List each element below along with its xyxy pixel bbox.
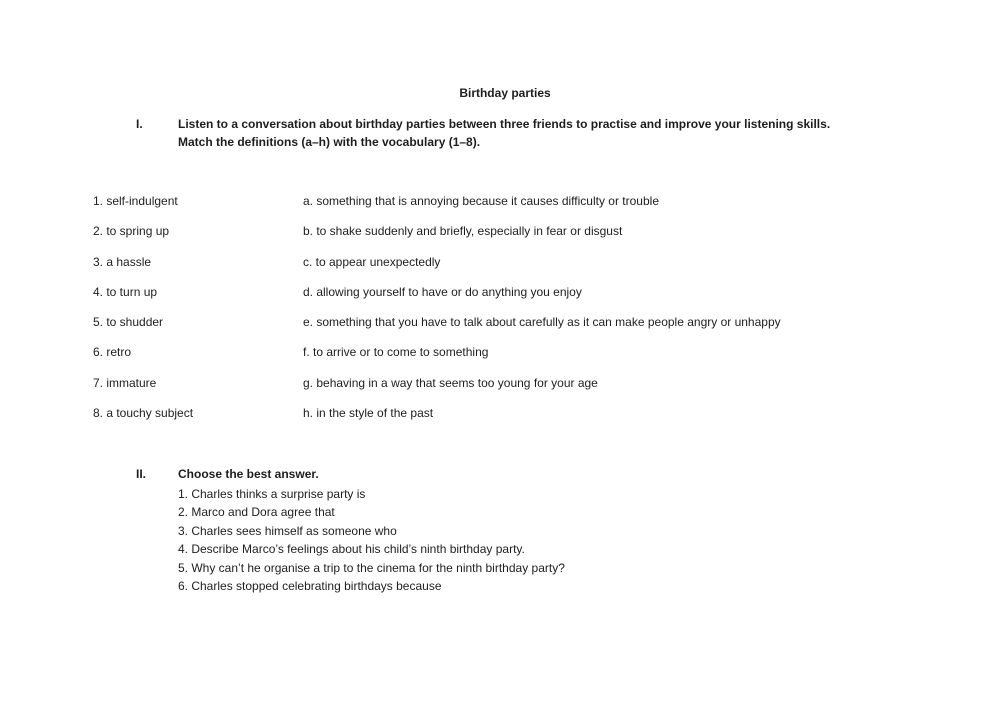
vocab-row: [93, 285, 913, 315]
page-title: Birthday parties: [459, 86, 551, 100]
vocab-row: [93, 194, 913, 224]
vocab-definition: c. to appear unexpectedly: [303, 254, 441, 269]
question-item: 5. Why can’t he organise a trip to the cinema for the ninth birthday party?: [178, 560, 565, 575]
question-item: 3. Charles sees himself as someone who: [178, 523, 397, 538]
section-1-instruction-line-1: Listen to a conversation about birthday parties between three friends to practise and improve your listening skills.: [178, 117, 831, 131]
vocab-term: 6. retro: [93, 345, 132, 360]
vocab-term: 2. to spring up: [93, 224, 170, 239]
vocab-row: [93, 315, 913, 345]
vocab-row: [93, 345, 913, 375]
vocab-term: 4. to turn up: [93, 284, 158, 299]
vocab-definition: f. to arrive or to come to something: [303, 345, 489, 360]
question-item: 4. Describe Marco’s feelings about his child’s ninth birthday party.: [178, 542, 525, 557]
section-1-instructions: [178, 115, 878, 151]
section-2-instruction: Choose the best answer.: [178, 467, 319, 481]
vocab-definition: d. allowing yourself to have or do anything you enjoy: [303, 284, 582, 299]
vocabulary-matching-list: [93, 194, 913, 436]
section-1-instruction-line-2: Match the definitions (a–h) with the vocabulary (1–8).: [178, 135, 481, 149]
vocab-definition: g. behaving in a way that seems too young for your age: [303, 375, 598, 390]
vocab-definition: b. to shake suddenly and briefly, especially in fear or disgust: [303, 224, 623, 239]
vocab-term: 7. immature: [93, 375, 157, 390]
vocab-row: [93, 224, 913, 254]
question-list: [178, 485, 565, 595]
vocab-definition: h. in the style of the past: [303, 406, 434, 421]
question-item: 2. Marco and Dora agree that: [178, 505, 335, 520]
vocab-row: [93, 406, 913, 436]
section-2-numeral: II.: [136, 467, 147, 481]
vocab-term: 1. self-indulgent: [93, 194, 178, 208]
vocab-definition: e. something that you have to talk about carefully as it can make people angry or unhappy: [303, 315, 781, 330]
vocab-row: [93, 255, 913, 285]
vocab-term: 5. to shudder: [93, 315, 164, 330]
question-item: 1. Charles thinks a surprise party is: [178, 487, 366, 501]
vocab-definition: a. something that is annoying because it causes difficulty or trouble: [303, 194, 659, 208]
section-1-numeral: I.: [136, 117, 143, 131]
vocab-term: 3. a hassle: [93, 254, 152, 269]
vocab-row: [93, 376, 913, 406]
question-item: 6. Charles stopped celebrating birthdays because: [178, 579, 442, 594]
vocab-term: 8. a touchy subject: [93, 406, 194, 421]
